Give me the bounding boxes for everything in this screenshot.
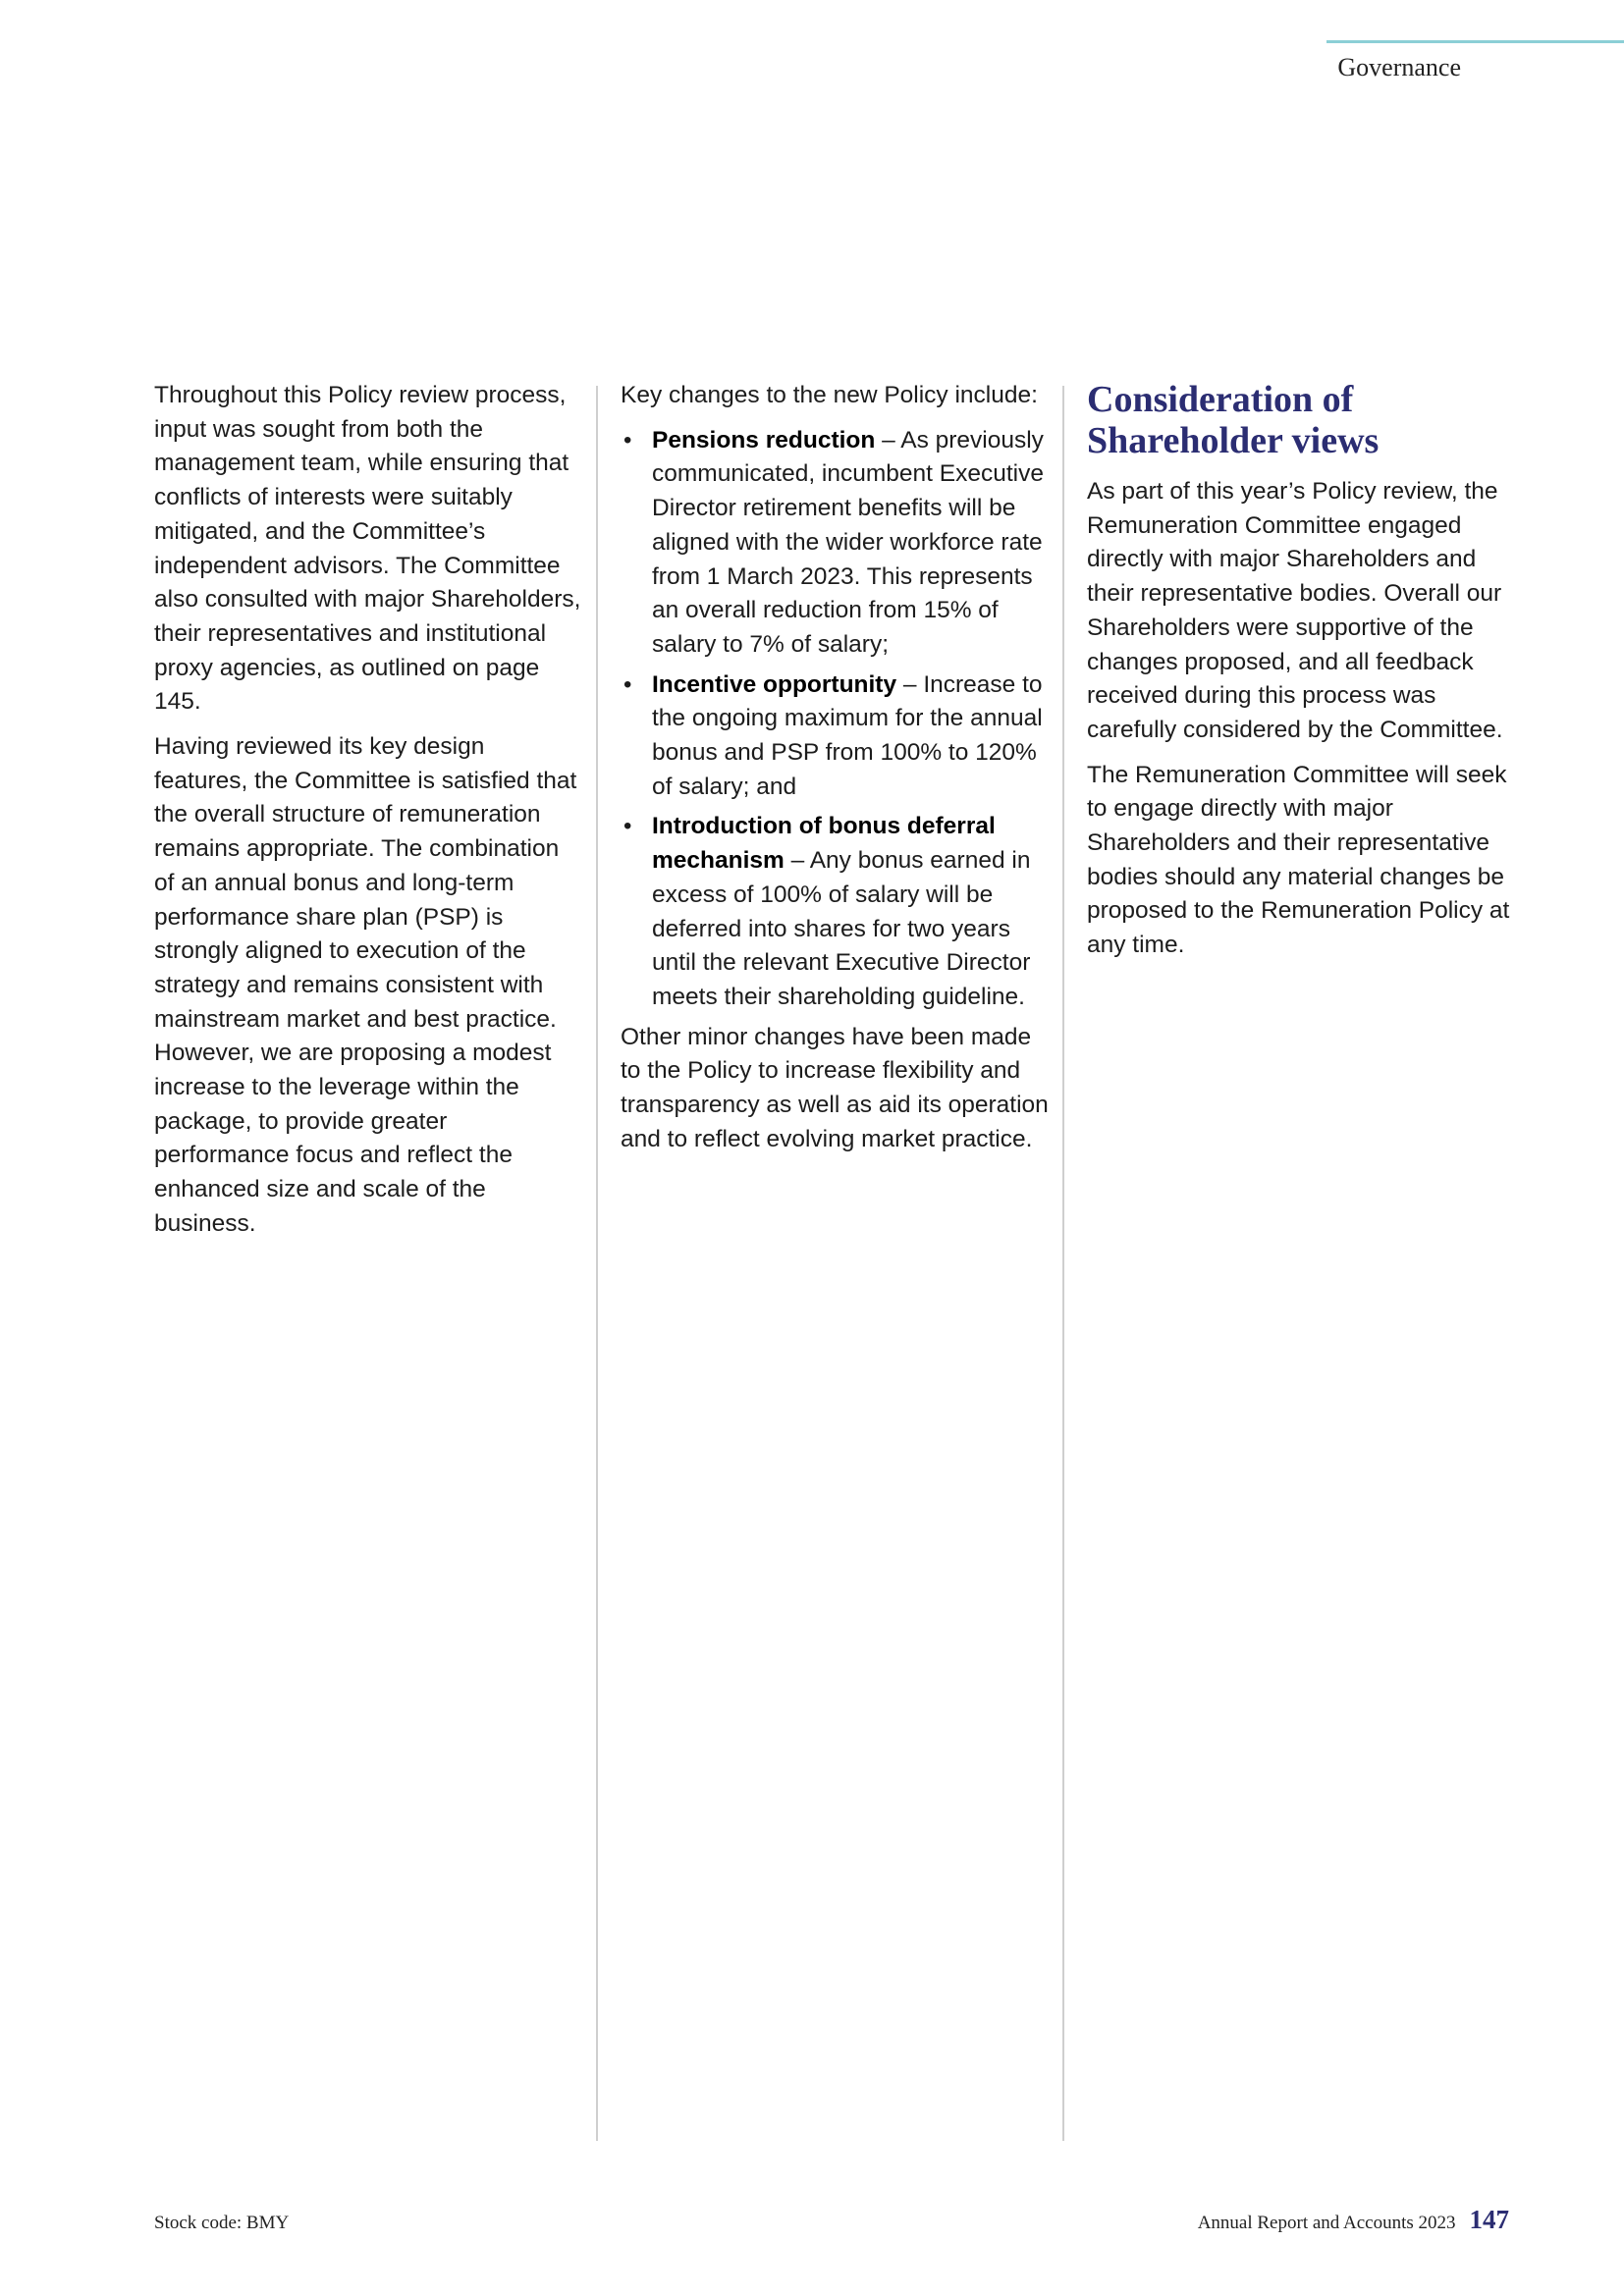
text-column-2 [621,379,1051,1167]
key-changes-list [621,424,1051,1015]
column-divider [596,386,598,2141]
column-divider [1062,386,1064,2141]
bullet-text: – Any bonus earned in excess of 100% of salary will be deferred into shares for two years until the relevant Executive Director meets their shareholding guideline. [652,847,1031,1010]
list-item [621,810,1051,1014]
bullet-lead: Pensions reduction [652,426,876,454]
bullet-icon: • [623,426,632,454]
text-column-3 [1087,379,1519,974]
bullet-text: – As previously communicated, incumbent Executive Director retirement benefits will be aligned with the wider workforce rate from 1 March 2023. This represents an overall reduction from 15% of salary to 7% of salary; [652,426,1044,658]
paragraph: As part of this year’s Policy review, the Remuneration Committee engaged directly with major Shareholders and their representative bodies. Overall our Shareholders were supportive of the changes proposed, and all feedback received during this process was carefully considered by the Committee. [1087,478,1503,743]
section-label: Governance [1337,53,1461,81]
bullet-icon: • [623,813,632,840]
bullet-icon: • [623,670,632,698]
list-item [621,668,1051,805]
paragraph: The Remuneration Committee will seek to engage directly with major Shareholders and their representative bodies should any material changes be proposed to the Remuneration Policy at any time. [1087,761,1510,959]
bullet-lead: Introduction of bonus deferral mechanism [652,813,996,875]
bullet-text: – Increase to the ongoing maximum for the annual bonus and PSP from 100% to 120% of salary; and [652,670,1043,800]
section-heading: Consideration of Shareholder views [1087,379,1380,461]
footer-report-info [1198,2205,1509,2235]
list-intro: Key changes to the new Policy include: [621,382,1038,408]
paragraph: Having reviewed its key design features, the Committee is satisfied that the overall structure of remuneration remains appropriate. The combination of an annual bonus and long-term performance share plan (PSP) is strongly aligned to execution of the strategy and remains consistent with mainstream market and best practice. However, we are proposing a modest increase to the leverage within the package, to provide greater performance focus and reflect the enhanced size and scale of the business. [154,733,577,1237]
header-accent-rule [1326,40,1624,43]
report-title: Annual Report and Accounts 2023 [1197,2213,1456,2233]
stock-code: Stock code: BMY [154,2213,290,2233]
bullet-lead: Incentive opportunity [652,670,897,698]
page-number: 147 [1469,2205,1509,2234]
paragraph: Other minor changes have been made to the Policy to increase flexibility and transparency as well as aid its operation and to reflect evolving market practice. [621,1023,1049,1152]
paragraph: Throughout this Policy review process, input was sought from both the management team, while ensuring that conflicts of interests were suitably mitigated, and the Committee’s independent advisors. The Committee also consulted with major Shareholders, their representatives and institutional proxy agencies, as outlined on page 145. [154,382,581,716]
list-item [621,424,1051,663]
text-column-1 [154,379,584,1253]
